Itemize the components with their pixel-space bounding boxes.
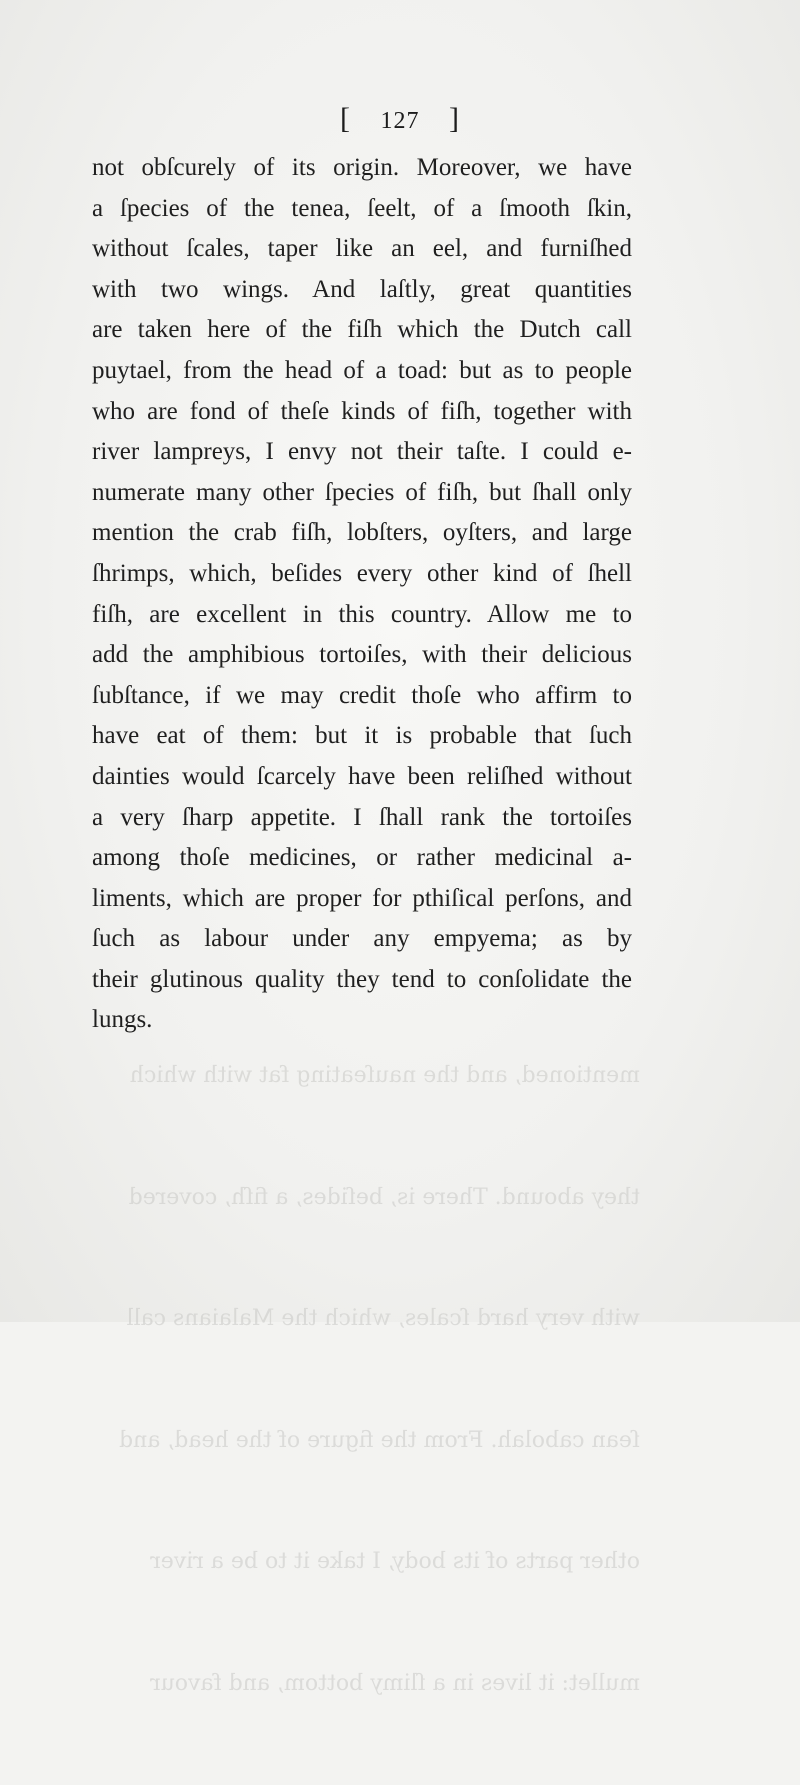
text-line: their glutinous quality they tend to conſolidate the <box>92 965 632 993</box>
text-line: among thoſe medicines, or rather medicinal a- <box>92 844 632 872</box>
text-line: ſuch as labour under any empyema; as by <box>92 925 632 953</box>
bracket-left: [ <box>340 102 351 135</box>
text-line: puytael, from the head of a toad: but as to people <box>92 356 632 384</box>
text-line: have eat of them: but it is probable that ſuch <box>92 722 632 750</box>
bleed-through-text <box>80 975 640 1785</box>
page-header <box>0 102 800 136</box>
text-line: fiſh, are excellent in this country. Allow me to <box>92 600 632 628</box>
bleed-line: other parts of its body, I take it to be a river <box>150 1549 640 1574</box>
text-line: with two wings. And laſtly, great quantities <box>92 275 632 303</box>
text-line: ſhrimps, which, beſides every other kind of ſhell <box>92 559 632 587</box>
text-line: without ſcales, taper like an eel, and furniſhed <box>92 235 632 263</box>
bleed-line: ſean cabolah. From the figure of the head, and <box>118 1427 640 1453</box>
text-line: a ſpecies of the tenea, ſeelt, of a ſmooth ſkin, <box>92 194 632 222</box>
text-line: dainties would ſcarcely have been reliſhed without <box>92 762 632 790</box>
bleed-line: mentioned, and the nauſeating fat with which <box>129 1063 640 1088</box>
text-line: river lampreys, I envy not their taſte. I could e- <box>92 438 632 466</box>
bleed-line: they abound. There is, beſides, a fiſh, covered <box>128 1184 640 1210</box>
text-line: a very ſharp appetite. I ſhall rank the tortoiſes <box>92 803 632 831</box>
bleed-line: with very hard ſcales, which the Malaians call <box>126 1306 640 1331</box>
text-line: not obſcurely of its origin. Moreover, we have <box>92 154 632 181</box>
bracket-right: ] <box>449 102 460 135</box>
text-line: who are fond of theſe kinds of fiſh, together with <box>92 397 632 425</box>
text-line: are taken here of the fiſh which the Dutch call <box>92 316 632 344</box>
text-line: lungs. <box>92 1006 153 1034</box>
bleed-line: mullet: it lives in a ſlimy bottom, and favour <box>150 1670 640 1696</box>
text-line: ſubſtance, if we may credit thoſe who affirm to <box>92 681 632 709</box>
text-line: liments, which are proper for pthiſical perſons, and <box>92 884 632 912</box>
body-text <box>92 148 632 1041</box>
text-line: add the amphibious tortoiſes, with their delicious <box>92 641 632 669</box>
page-number: 127 <box>380 108 420 134</box>
text-line: mention the crab fiſh, lobſters, oyſters, and large <box>92 519 632 547</box>
text-line: numerate many other ſpecies of fiſh, but ſhall only <box>92 478 632 506</box>
